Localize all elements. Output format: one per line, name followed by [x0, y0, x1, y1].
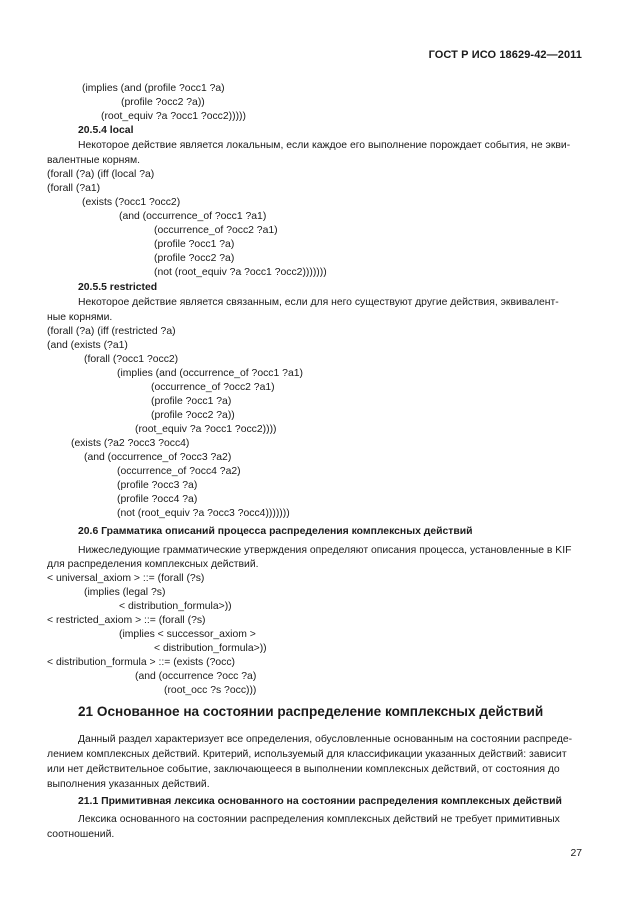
code-line: < restricted_axiom > ::= (forall (?s): [47, 615, 206, 626]
subsection-heading-grammar: 20.6 Грамматика описаний процесса распределения комплексных действий: [78, 526, 473, 537]
code-line: < distribution_formula>)): [154, 643, 267, 654]
code-line: < distribution_formula>)): [119, 601, 232, 612]
code-line: (exists (?occ1 ?occ2): [82, 197, 181, 208]
code-line: (forall (?a1): [47, 183, 101, 194]
code-line: (and (occurrence_of ?occ1 ?a1): [119, 211, 267, 222]
code-line: (forall (?a) (iff (restricted ?a): [47, 326, 176, 337]
subsection-heading-restricted: 20.5.5 restricted: [78, 282, 158, 293]
paragraph-line: валентные корням.: [47, 155, 141, 166]
code-line: (occurrence_of ?occ2 ?a1): [154, 225, 278, 236]
paragraph-line: Некоторое действие является связанным, если для него существуют другие действия, эквивалент-: [78, 297, 559, 308]
code-line: (profile ?occ1 ?a): [151, 396, 232, 407]
paragraph-line: Данный раздел характеризует все определения, обусловленные основанным на состоянии распреде-: [78, 734, 573, 745]
paragraph-line: соотношений.: [47, 829, 115, 840]
code-line: (and (occurrence_of ?occ3 ?a2): [84, 452, 232, 463]
paragraph-line: Нижеследующие грамматические утверждения определяют описания процесса, установленные в KIF: [78, 545, 572, 556]
code-line: < distribution_formula > ::= (exists (?occ): [47, 657, 235, 668]
code-line: (not (root_equiv ?a ?occ1 ?occ2))))))): [154, 267, 327, 278]
code-line: (root_equiv ?a ?occ1 ?occ2))))): [101, 111, 246, 122]
code-line: (profile ?occ2 ?a)): [121, 97, 205, 108]
code-line: (and (exists (?a1): [47, 340, 128, 351]
paragraph-line: выполнения указанных действий.: [47, 779, 210, 790]
paragraph-line: для распределения комплексных действий.: [47, 559, 259, 570]
page-number: 27: [570, 848, 582, 859]
code-line: (and (occurrence ?occ ?a): [135, 671, 257, 682]
code-line: (profile ?occ2 ?a)): [151, 410, 235, 421]
code-line: < universal_axiom > ::= (forall (?s): [47, 573, 205, 584]
code-line: (not (root_equiv ?a ?occ3 ?occ4))))))): [117, 508, 290, 519]
code-line: (occurrence_of ?occ4 ?a2): [117, 466, 241, 477]
paragraph-line: или нет действительное событие, заключающееся в выполнении комплексных действий, от состояния до: [47, 764, 560, 775]
code-line: (occurrence_of ?occ2 ?a1): [151, 382, 275, 393]
code-line: (implies (and (profile ?occ1 ?a): [82, 83, 225, 94]
subsection-heading-local: 20.5.4 local: [78, 125, 134, 136]
code-line: (profile ?occ3 ?a): [117, 480, 198, 491]
code-line: (profile ?occ2 ?a): [154, 253, 235, 264]
paragraph-line: ные корнями.: [47, 312, 113, 323]
code-line: (root_equiv ?a ?occ1 ?occ2)))): [135, 424, 277, 435]
code-line: (implies (and (occurrence_of ?occ1 ?a1): [117, 368, 303, 379]
paragraph-line: Лексика основанного на состоянии распределения комплексных действий не требует примитивных: [78, 814, 560, 825]
code-line: (profile ?occ1 ?a): [154, 239, 235, 250]
code-line: (implies (legal ?s): [84, 587, 166, 598]
subsection-heading-21-1: 21.1 Примитивная лексика основанного на состоянии распределения комплексных действий: [78, 796, 562, 807]
code-line: (implies < successor_axiom >: [119, 629, 256, 640]
code-line: (forall (?a) (iff (local ?a): [47, 169, 155, 180]
paragraph-line: Некоторое действие является локальным, если каждое его выполнение порождает события, не экви-: [78, 140, 571, 151]
code-line: (forall (?occ1 ?occ2): [84, 354, 179, 365]
section-heading-21: 21 Основанное на состоянии распределение комплексных действий: [78, 704, 544, 719]
code-line: (exists (?a2 ?occ3 ?occ4): [71, 438, 190, 449]
code-line: (root_occ ?s ?occ))): [164, 685, 257, 696]
running-header: ГОСТ Р ИСО 18629-42—2011: [428, 49, 582, 61]
paragraph-line: лением комплексных действий. Критерий, используемый для классификации указанных действий: зависит: [47, 749, 567, 760]
code-line: (profile ?occ4 ?a): [117, 494, 198, 505]
